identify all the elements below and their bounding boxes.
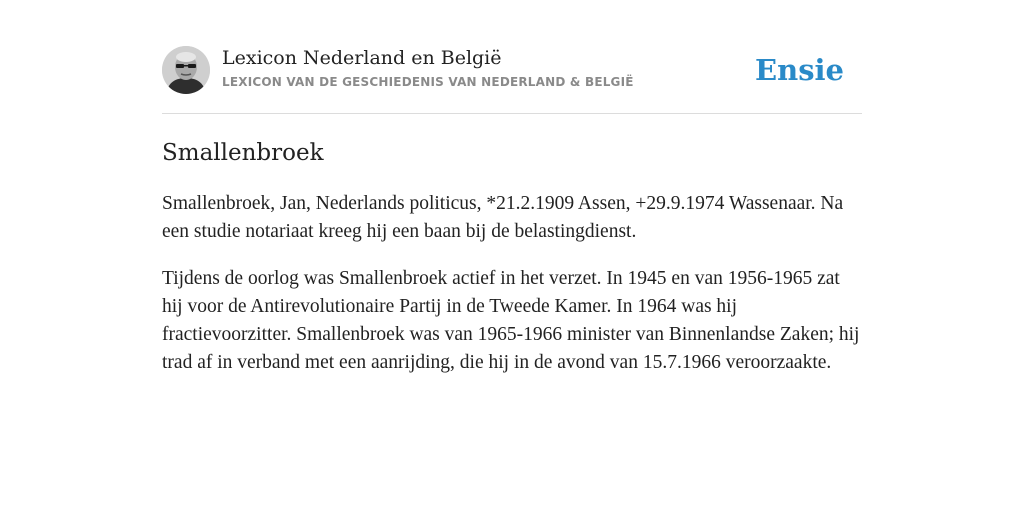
site-subtitle: LEXICON VAN DE GESCHIEDENIS VAN NEDERLAND & BELGIË <box>222 75 634 89</box>
author-avatar-icon[interactable] <box>162 46 210 94</box>
site-header <box>162 0 862 114</box>
site-name[interactable]: Lexicon Nederland en België <box>222 47 502 69</box>
avatar-portrait <box>162 46 210 94</box>
brand-logo[interactable]: Ensie <box>755 53 844 87</box>
article-body <box>162 190 862 396</box>
article-paragraph: Tijdens de oorlog was Smallenbroek actief in het verzet. In 1945 en van 1956-1965 zat hij voor de Antirevolutionaire Partij in de Tweede Kamer. In 1964 was hij fractievoorzitter. Smallenbroek was van 1965-1966 minister van Binnenlandse Zaken; hij trad af in verband met een aanrijding, die hij in de avond van 15.7.1966 veroorzaakte. <box>162 268 860 373</box>
page <box>162 0 862 373</box>
article-paragraph: Smallenbroek, Jan, Nederlands politicus, *21.2.1909 Assen, +29.9.1974 Wassenaar. Na een studie notariaat kreeg hij een baan bij de belastingdienst. <box>162 193 844 242</box>
article-title: Smallenbroek <box>162 140 324 166</box>
